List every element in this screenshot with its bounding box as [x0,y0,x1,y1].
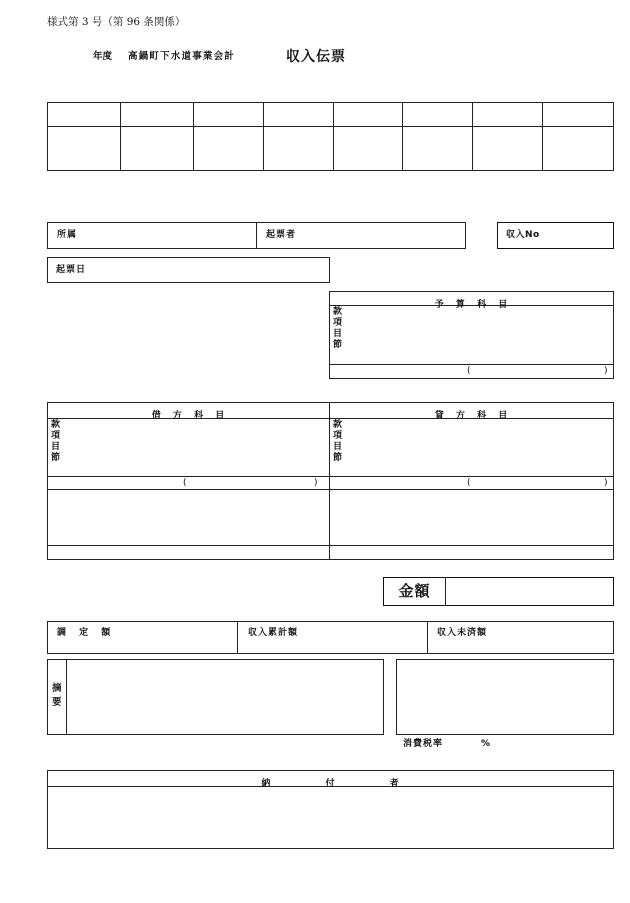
assessed-amount-label: 調 定 額 [57,628,112,638]
debit-subject-bottom-row [48,545,329,559]
issuer-label: 起票者 [266,230,297,240]
credit-subject-code-row [330,476,613,490]
debit-subject-code-row [48,476,329,490]
debit-subject-box [47,402,330,560]
payer-box [47,770,614,849]
amount-label: 金額 [398,582,431,600]
approval-stamp-cell [473,127,543,171]
credit-subject-box [329,402,614,560]
approval-stamp-cell [121,127,194,171]
credit-subject-bottom-row [330,545,613,559]
approval-header-cell [121,103,194,127]
receipt-no-label: 収入No [506,230,540,240]
budget-subject-heading: 予 算 科 目 [434,300,509,310]
paren-open: ( [183,478,187,488]
approval-stamp-cell [334,127,403,171]
approval-stamp-cell [543,127,614,171]
issuer-field [256,222,466,249]
paren-close: ) [604,478,608,488]
summary-label-column [48,660,67,734]
approval-stamp-cell [194,127,264,171]
accounting-name: 高鍋町下水道事業会計 [128,51,236,62]
payer-body [48,787,613,848]
cumulative-income-label: 収入累計額 [248,628,299,638]
debit-subject-levels: 款項目節 [51,420,61,463]
approval-grid [47,102,614,171]
outstanding-income-label: 収入未済額 [437,628,488,638]
side-notes-box [396,659,614,735]
approval-header-cell [543,103,614,127]
debit-subject-header-row [48,403,329,419]
approval-stamp-cell [403,127,473,171]
credit-subject-heading: 貸 方 科 目 [434,411,509,421]
department-field [47,222,257,249]
debit-subject-heading: 借 方 科 目 [151,411,226,421]
page-title: 収入伝票 [286,49,346,65]
approval-header-cell [473,103,543,127]
approval-header-cell [334,103,403,127]
budget-subject-levels: 款項目節 [333,307,343,350]
amount-box [383,577,614,606]
department-label: 所属 [57,230,78,240]
summary-box [47,659,384,735]
summary-label: 摘要 [52,683,62,708]
approval-header-cell [48,103,121,127]
budget-subject-header-row [330,292,613,310]
approval-header-cell [194,103,264,127]
form-reference: 様式第 3 号（第 96 条関係） [47,16,186,28]
amount-label-cell [384,578,446,605]
tax-rate-label: 消費税率 [403,739,444,749]
payer-heading: 納 付 者 [261,779,400,789]
paren-close: ) [314,478,318,488]
approval-stamp-cell [48,127,121,171]
tax-rate-unit: % [481,739,492,749]
approval-header-cell [264,103,334,127]
issue-date-label: 起票日 [56,265,87,275]
credit-subject-header-row [330,403,613,419]
amount-value-field [446,578,613,605]
receipt-no-field [497,222,614,249]
paren-open: ( [467,478,471,488]
budget-subject-box [329,291,614,379]
approval-stamp-cell [264,127,334,171]
outstanding-income-cell [427,621,614,654]
cumulative-income-cell [237,621,428,654]
summary-text-area [67,660,383,734]
approval-header-cell [403,103,473,127]
assessed-amount-cell [47,621,238,654]
paren-open: ( [467,366,471,376]
budget-subject-code-row [330,364,613,378]
issue-date-field [47,257,330,283]
fiscal-year-label: 年度 [93,51,113,62]
payer-header-row [48,771,613,787]
credit-subject-levels: 款項目節 [333,420,343,463]
paren-close: ) [604,366,608,376]
